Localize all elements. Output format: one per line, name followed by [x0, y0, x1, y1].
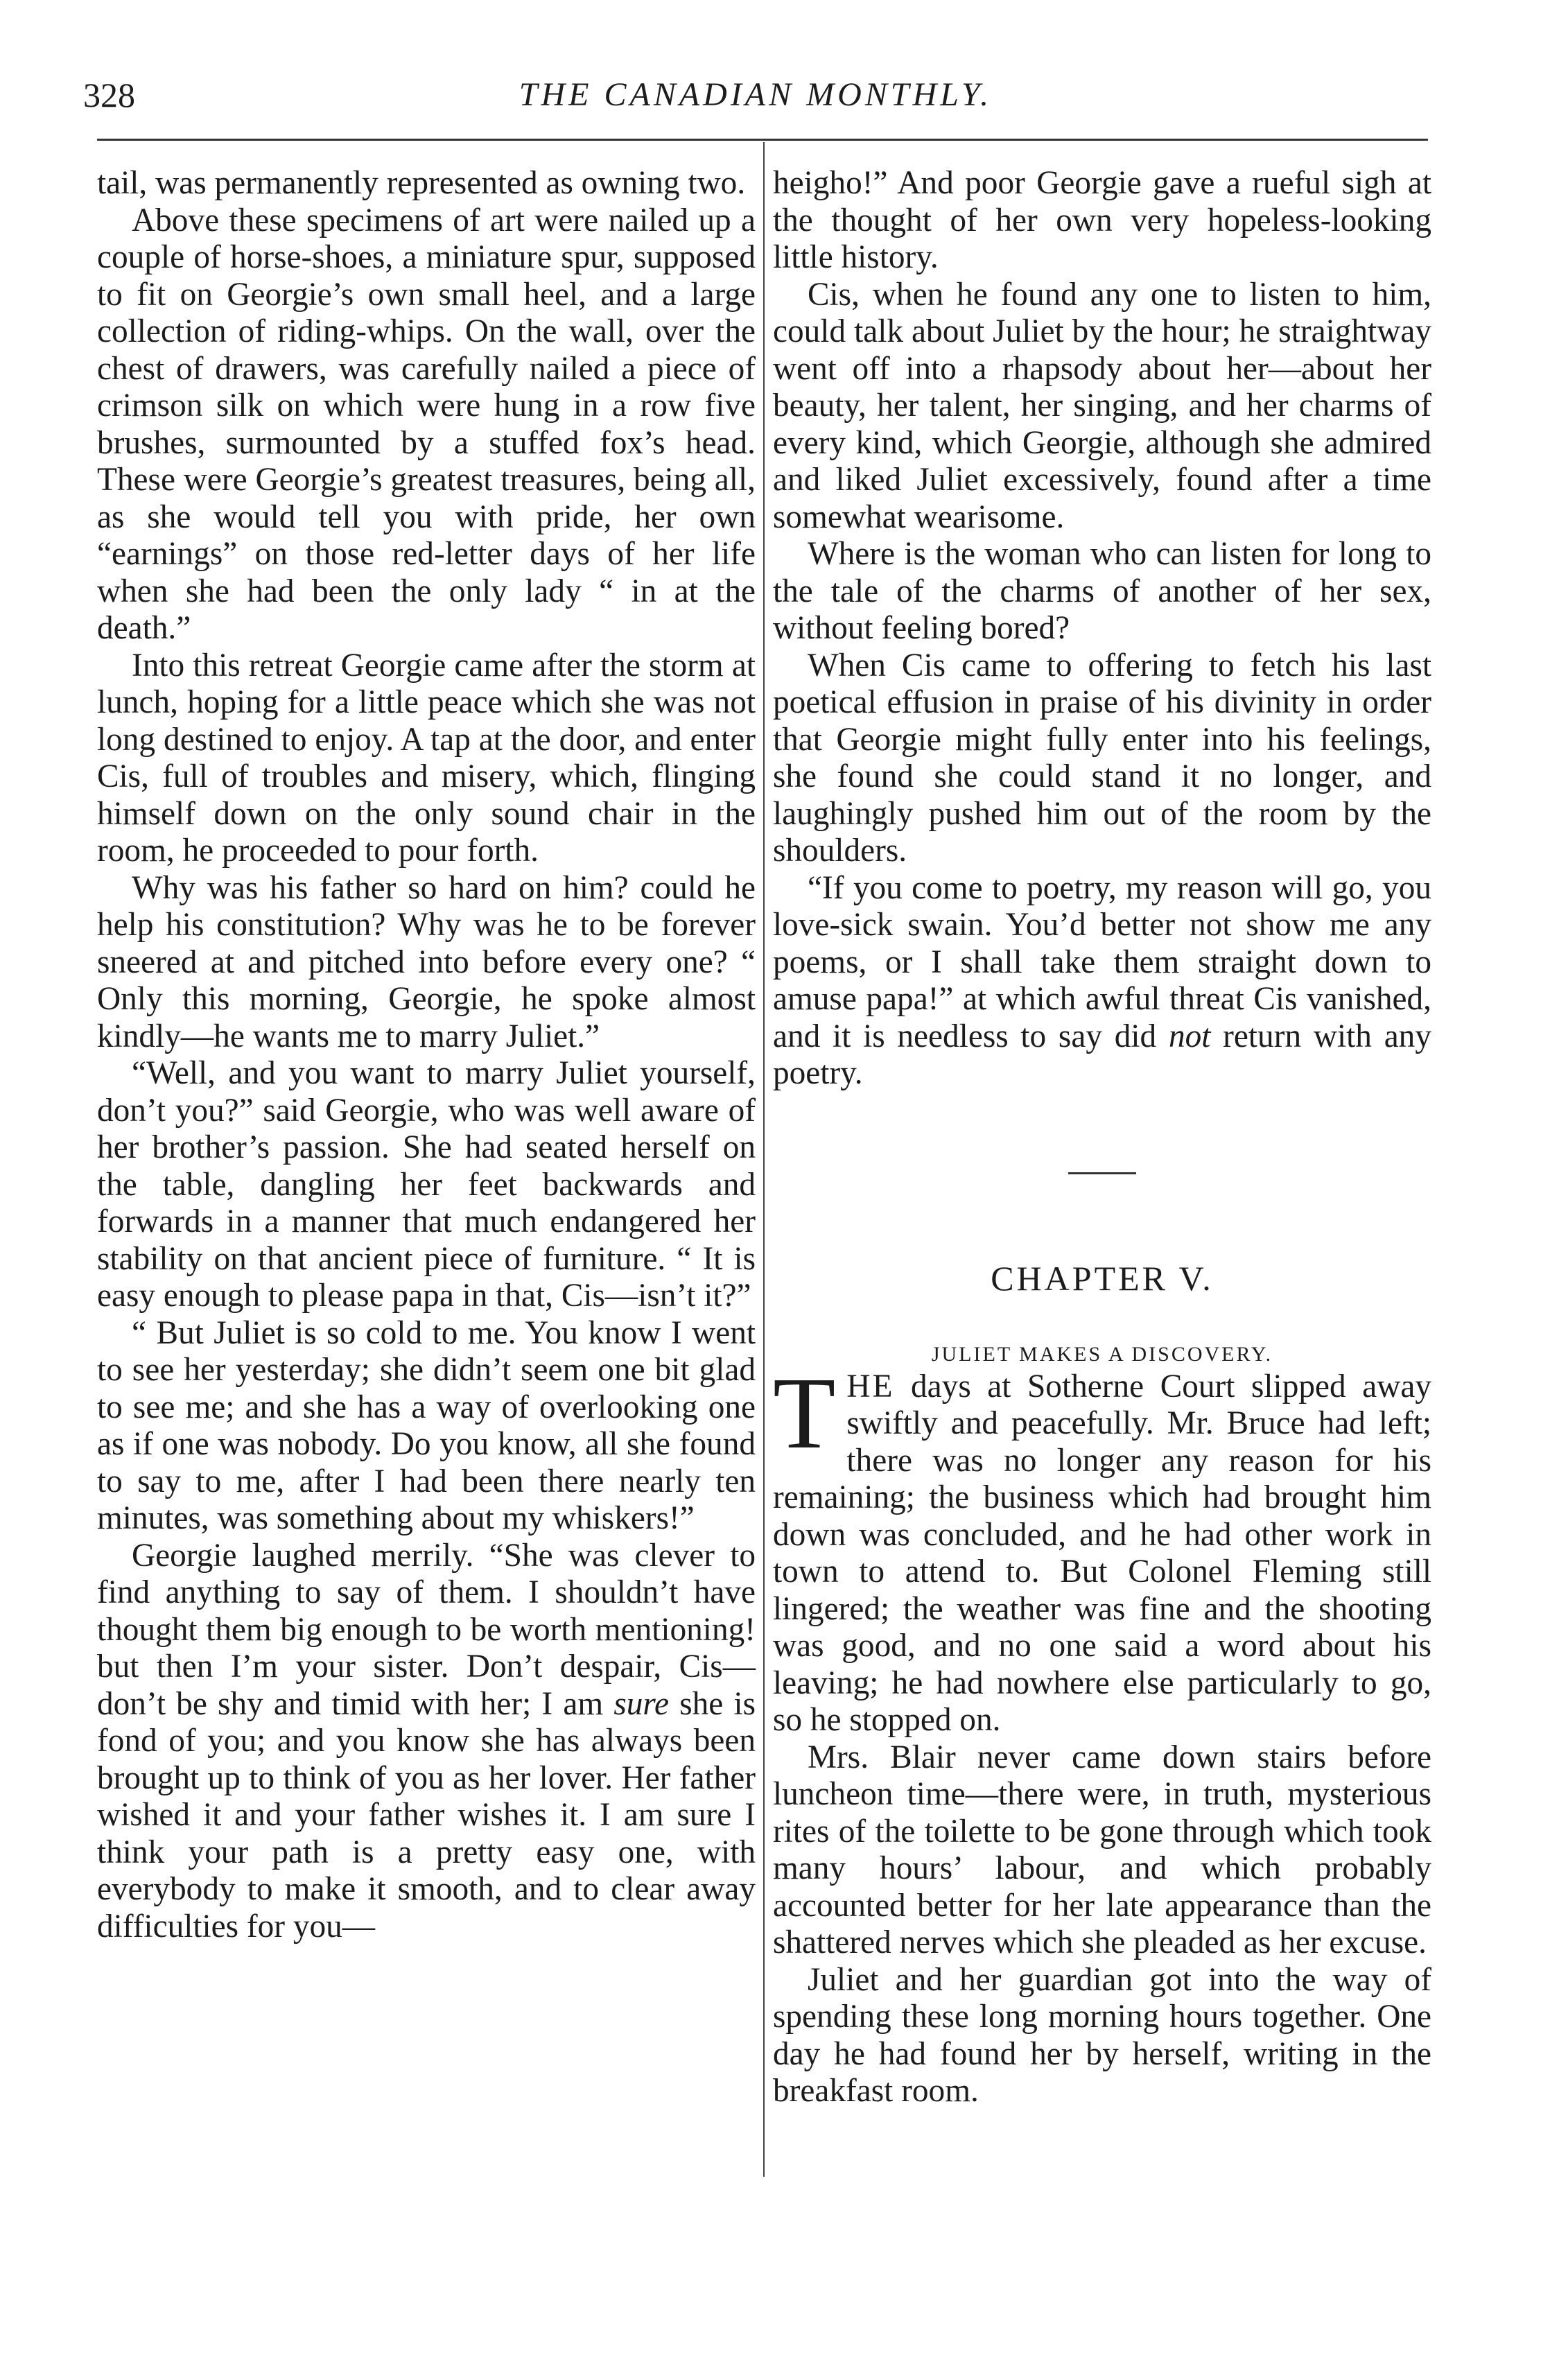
paragraph: Cis, when he found any one to listen to him, could talk about Juliet by the hour; he straightway went off into a rhapsody about her—about her beauty, her talent, her singing, and her charms of every kind, which Georgie, although she admired and liked Juliet excessively, found after a time somewhat wearisome. [773, 276, 1431, 535]
chapter-opening-paragraph [773, 1356, 1431, 1739]
page-header [83, 64, 1428, 126]
running-title: THE CANADIAN MONTHLY. [519, 76, 993, 113]
left-column [97, 165, 756, 1945]
header-rule [97, 139, 1428, 141]
paragraph: tail, was permanently represented as owning two. [97, 165, 746, 201]
opening-word: HE [846, 1368, 895, 1404]
paragraph [97, 1538, 756, 1946]
paragraph: Above these specimens of art were nailed up a couple of horse-shoes, a miniature spur, supposed to fit on Georgie’s own small heel, and a large collection of riding-whips. On the wall, over the chest of drawers, was carefully nailed a piece of crimson silk on which were hung in a row five brushes, surmounted by a stuffed fox’s head. These were Georgie’s greatest treasures, being all, as she would tell you with pride, her own “earnings” on those red-letter days of her life when she had been the only lady “ in at the death.” [97, 202, 756, 646]
page-number: 328 [83, 76, 135, 114]
paragraph: Why was his father so hard on him? could he help his constitution? Why was he to be forever sneered at and pitched into before every one? “ Only this morning, Georgie, he spoke almost kindly—he wants me to marry Juliet.” [97, 869, 756, 1054]
chapter-subtitle: JULIET MAKES A DISCOVERY. [931, 1342, 1273, 1366]
paragraph: “Well, and you want to marry Juliet yourself, don’t you?” said Georgie, who was well aware of her brother’s passion. She had seated herself on the table, dangling her feet backwards and forwards in a manner that much endangered her stability on that ancient piece of furniture. “ It is easy enough to please papa in that, Cis—isn’t it?” [97, 1055, 756, 1314]
paragraph: Mrs. Blair never came down stairs before luncheon time—there were, in truth, mysterious rites of the toilette to be gone through which took many hours’ labour, and which probably accounted better for her late appearance than the shattered nerves which she pleaded as her excuse. [773, 1739, 1431, 1960]
paragraph [773, 870, 1431, 1093]
paragraph: Into this retreat Georgie came after the storm at lunch, hoping for a little peace which she was not long destined to enjoy. A tap at the door, and enter Cis, full of troubles and misery, which, flinging himself down on the only sound chair in the room, he proceeded to pour forth. [97, 647, 756, 869]
text-run: days at Sotherne Court slipped away swiftly and peacefully. Mr. Bruce had left; there was no longer any reason for his remaining; the business which had brought him down was concluded, and he had other work in town to attend to. But Colonel Fleming still lingered; the weather was fine and the shooting was good, and no one said a word about his leaving; he had nowhere else particularly to go, so he stopped on. [773, 1368, 1431, 1738]
paragraph: Where is the woman who can listen for long to the tale of the charms of another of her sex, without feeling bored? [773, 536, 1431, 646]
text-run: “If you come to poetry, my reason will go, you love-sick swain. You’d better not show me any poems, or I shall take them straight down to amuse papa!” at which awful threat Cis vanished, and it is needless to say did [773, 869, 1431, 1054]
text-run: Georgie laughed merrily. “She was clever to find anything to say of them. I shouldn’t have thought them big enough to be worth mentioning! but then I’m your sister. Don’t despair, Cis—don’t be shy and timid with her; I am [97, 1537, 756, 1722]
italic-word: sure [613, 1685, 670, 1722]
paragraph: heigho!” And poor Georgie gave a rueful sigh at the thought of her own very hopeless-looking little history. [773, 165, 1431, 275]
paragraph: When Cis came to offering to fetch his last poetical effusion in praise of his divinity in order that Georgie might fully enter into his feelings, she found she could stand it no longer, and laughingly pushed him out of the room by the shoulders. [773, 647, 1431, 869]
chapter-title: CHAPTER V. [991, 1258, 1214, 1298]
text-run: she is fond of you; and you know she has always been brought up to think of you as her lover. Her father wished it and your father wishes it. I am sure I think your path is a pretty easy one, with everybody to make it smooth, and to clear away difficulties for you— [97, 1685, 756, 1945]
italic-word: not [1168, 1018, 1211, 1054]
section-rule [1068, 1172, 1136, 1174]
column-divider [763, 142, 765, 2177]
right-column [773, 165, 1431, 2110]
drop-cap: T [773, 1356, 836, 1470]
paragraph: Juliet and her guardian got into the way of spending these long morning hours together. One day he had found her by herself, writing in the breakfast room. [773, 1961, 1431, 2109]
text-run: return with any poetry. [773, 1018, 1431, 1091]
paragraph: “ But Juliet is so cold to me. You know I went to see her yesterday; she didn’t seem one bit glad to see me; and she has a way of overlooking one as if one was nobody. Do you know, all she found to say to me, after I had been there nearly ten minutes, was something about my whiskers!” [97, 1314, 756, 1536]
